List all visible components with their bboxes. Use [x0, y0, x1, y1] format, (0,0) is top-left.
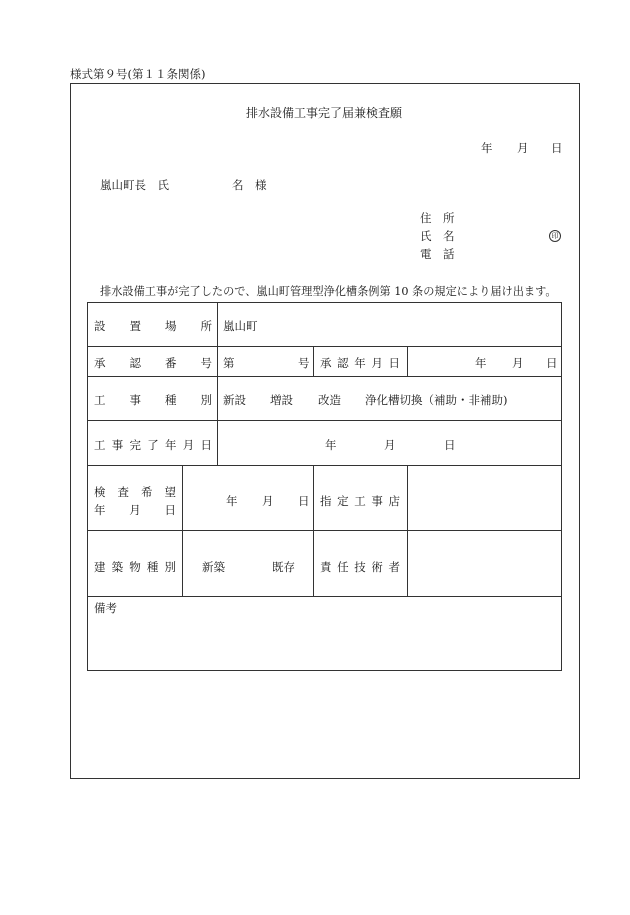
date-month-label: 月: [517, 141, 529, 155]
phone-label: 電 話: [420, 247, 455, 261]
statement-text: 排水設備工事が完了したので、嵐山町管理型浄化槽条例第 10 条の規定により届け出ます。: [100, 285, 557, 298]
completion-date-label: 工 事 完 了 年 月 日: [94, 438, 212, 452]
location-label: 設 置 場 所: [94, 319, 212, 333]
inspection-date-label-line1: 検 査 希 望: [94, 485, 176, 499]
seal-mark: 印: [549, 230, 561, 242]
building-type-label: 建 築 物 種 別: [94, 560, 176, 574]
approval-year: 年: [475, 356, 487, 370]
engineer-label: 責 任 技 術 者: [320, 560, 400, 574]
approval-number-label: 承 認 番 号: [94, 356, 212, 370]
building-type-existing: 既存: [272, 560, 295, 574]
work-type-addition: 増設: [270, 393, 293, 407]
inspection-date-label-line2: 年 月 日: [94, 503, 176, 517]
building-type-new: 新築: [202, 560, 225, 574]
work-type-modification: 改造: [318, 393, 341, 407]
approval-month: 月: [512, 356, 524, 370]
address-label: 住 所: [420, 211, 455, 225]
completion-month: 月: [384, 438, 396, 452]
form-title: 排水設備工事完了届兼検査願: [246, 106, 403, 120]
inspection-month: 月: [262, 494, 274, 508]
completion-day: 日: [444, 438, 456, 452]
work-type-new: 新設: [223, 393, 246, 407]
approval-day: 日: [546, 356, 558, 370]
work-type-label: 工 事 種 別: [94, 393, 212, 407]
work-type-septic-switch: 浄化槽切換（補助・非補助): [365, 393, 508, 407]
completion-year: 年: [325, 438, 337, 452]
date-day-label: 日: [551, 141, 563, 155]
addressee-suffix: 名 様: [232, 178, 267, 192]
form-number: 様式第９号(第１１条関係): [70, 67, 206, 81]
approval-number-suffix: 号: [298, 356, 310, 370]
inspection-year: 年: [226, 494, 238, 508]
contractor-label: 指 定 工 事 店: [320, 494, 400, 508]
addressee-prefix: 嵐山町長 氏: [100, 178, 169, 192]
approval-number-prefix: 第: [223, 356, 235, 370]
inspection-day: 日: [298, 494, 310, 508]
date-year-label: 年: [481, 141, 493, 155]
location-value: 嵐山町: [223, 319, 258, 333]
remarks-label: 備考: [94, 601, 117, 615]
approval-date-label: 承 認 年 月 日: [320, 356, 400, 370]
name-label: 氏 名: [420, 229, 455, 243]
